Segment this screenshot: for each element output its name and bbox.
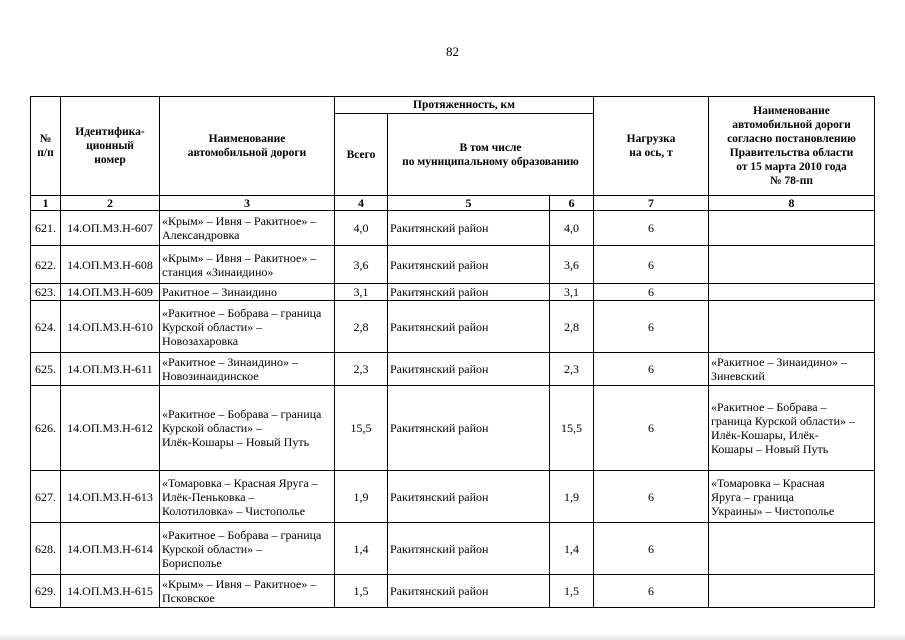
row-number: 622. — [31, 246, 61, 284]
row-number: 626. — [31, 386, 61, 471]
length-district: 4,0 — [550, 211, 594, 246]
district: Ракитянский район — [388, 471, 550, 523]
length-district: 1,5 — [550, 575, 594, 608]
header-total: Всего — [335, 114, 388, 196]
axle-load: 6 — [594, 353, 709, 386]
road-name: «Ракитное – Бобрава – граница Курской области» – Илёк-Кошары – Новый Путь — [160, 386, 335, 471]
length-district: 3,6 — [550, 246, 594, 284]
header-number: № п/п — [31, 97, 61, 196]
length-total: 4,0 — [335, 211, 388, 246]
row-number: 623. — [31, 284, 61, 301]
col-number-8: 8 — [709, 196, 875, 211]
road-name: «Крым» – Ивня – Ракитное» – станция «Зинаидино» — [160, 246, 335, 284]
previous-name: «Ракитное – Зинаидино» – Зиневский — [709, 353, 875, 386]
table-row — [31, 386, 875, 471]
length-total: 1,4 — [335, 523, 388, 575]
table-row — [31, 301, 875, 353]
roads-table — [30, 96, 875, 608]
road-id: 14.ОП.МЗ.Н-608 — [61, 246, 160, 284]
district: Ракитянский район — [388, 211, 550, 246]
table-row — [31, 353, 875, 386]
header-id: Идентифика- ционный номер — [61, 97, 160, 196]
road-id: 14.ОП.МЗ.Н-607 — [61, 211, 160, 246]
district: Ракитянский район — [388, 353, 550, 386]
page-number: 82 — [446, 44, 459, 59]
length-district: 2,8 — [550, 301, 594, 353]
district: Ракитянский район — [388, 523, 550, 575]
length-total: 2,8 — [335, 301, 388, 353]
road-name: «Ракитное – Зинаидино» – Новозинаидинское — [160, 353, 335, 386]
row-number: 624. — [31, 301, 61, 353]
previous-name: «Томаровка – Красная Яруга – граница Украины» – Чистополье — [709, 471, 875, 523]
length-total: 3,6 — [335, 246, 388, 284]
district: Ракитянский район — [388, 284, 550, 301]
axle-load: 6 — [594, 575, 709, 608]
length-district: 1,9 — [550, 471, 594, 523]
road-name: «Ракитное – Бобрава – граница Курской области» – Борисполье — [160, 523, 335, 575]
axle-load: 6 — [594, 386, 709, 471]
road-name: Ракитное – Зинаидино — [160, 284, 335, 301]
header-axle-load: Нагрузка на ось, т — [594, 97, 709, 196]
header-road-name: Наименование автомобильной дороги — [160, 97, 335, 196]
road-name: «Томаровка – Красная Яруга – Илёк-Пеньковка – Колотиловка» – Чистополье — [160, 471, 335, 523]
axle-load: 6 — [594, 471, 709, 523]
table-row — [31, 471, 875, 523]
col-number-6: 6 — [550, 196, 594, 211]
row-number: 629. — [31, 575, 61, 608]
district: Ракитянский район — [388, 246, 550, 284]
previous-name — [709, 211, 875, 246]
table-row — [31, 523, 875, 575]
previous-name — [709, 523, 875, 575]
road-id: 14.ОП.МЗ.Н-610 — [61, 301, 160, 353]
road-id: 14.ОП.МЗ.Н-609 — [61, 284, 160, 301]
table-row — [31, 211, 875, 246]
row-number: 627. — [31, 471, 61, 523]
previous-name: «Ракитное – Бобрава – граница Курской области» – Илёк-Кошары, Илёк- Кошары – Новый Путь — [709, 386, 875, 471]
col-number-1: 1 — [31, 196, 61, 211]
row-number: 625. — [31, 353, 61, 386]
col-number-2: 2 — [61, 196, 160, 211]
length-district: 1,4 — [550, 523, 594, 575]
length-district: 15,5 — [550, 386, 594, 471]
previous-name — [709, 301, 875, 353]
district: Ракитянский район — [388, 301, 550, 353]
road-id: 14.ОП.МЗ.Н-613 — [61, 471, 160, 523]
previous-name — [709, 284, 875, 301]
road-id: 14.ОП.МЗ.Н-615 — [61, 575, 160, 608]
row-number: 621. — [31, 211, 61, 246]
previous-name — [709, 246, 875, 284]
district: Ракитянский район — [388, 575, 550, 608]
row-number: 628. — [31, 523, 61, 575]
length-total: 1,9 — [335, 471, 388, 523]
axle-load: 6 — [594, 523, 709, 575]
road-id: 14.ОП.МЗ.Н-612 — [61, 386, 160, 471]
length-district: 3,1 — [550, 284, 594, 301]
axle-load: 6 — [594, 211, 709, 246]
col-number-4: 4 — [335, 196, 388, 211]
road-name: «Крым» – Ивня – Ракитное» – Александровка — [160, 211, 335, 246]
col-number-7: 7 — [594, 196, 709, 211]
length-total: 3,1 — [335, 284, 388, 301]
scan-bottom-edge — [0, 633, 905, 640]
col-number-3: 3 — [160, 196, 335, 211]
length-total: 1,5 — [335, 575, 388, 608]
district: Ракитянский район — [388, 386, 550, 471]
table-row — [31, 246, 875, 284]
table-row — [31, 575, 875, 608]
header-by-municipality: В том числе по муниципальному образованию — [388, 114, 594, 196]
header-length-group: Протяженность, км — [335, 97, 594, 114]
road-name: «Крым» – Ивня – Ракитное» – Псковское — [160, 575, 335, 608]
axle-load: 6 — [594, 246, 709, 284]
length-total: 2,3 — [335, 353, 388, 386]
header-prev-name: Наименование автомобильной дороги согласно постановлению Правительства области от 15 марта 2010 года № 78-пп — [709, 97, 875, 196]
previous-name — [709, 575, 875, 608]
road-name: «Ракитное – Бобрава – граница Курской области» – Новозахаровка — [160, 301, 335, 353]
length-district: 2,3 — [550, 353, 594, 386]
length-total: 15,5 — [335, 386, 388, 471]
axle-load: 6 — [594, 301, 709, 353]
table-row — [31, 284, 875, 301]
axle-load: 6 — [594, 284, 709, 301]
road-id: 14.ОП.МЗ.Н-611 — [61, 353, 160, 386]
col-number-5: 5 — [388, 196, 550, 211]
road-id: 14.ОП.МЗ.Н-614 — [61, 523, 160, 575]
